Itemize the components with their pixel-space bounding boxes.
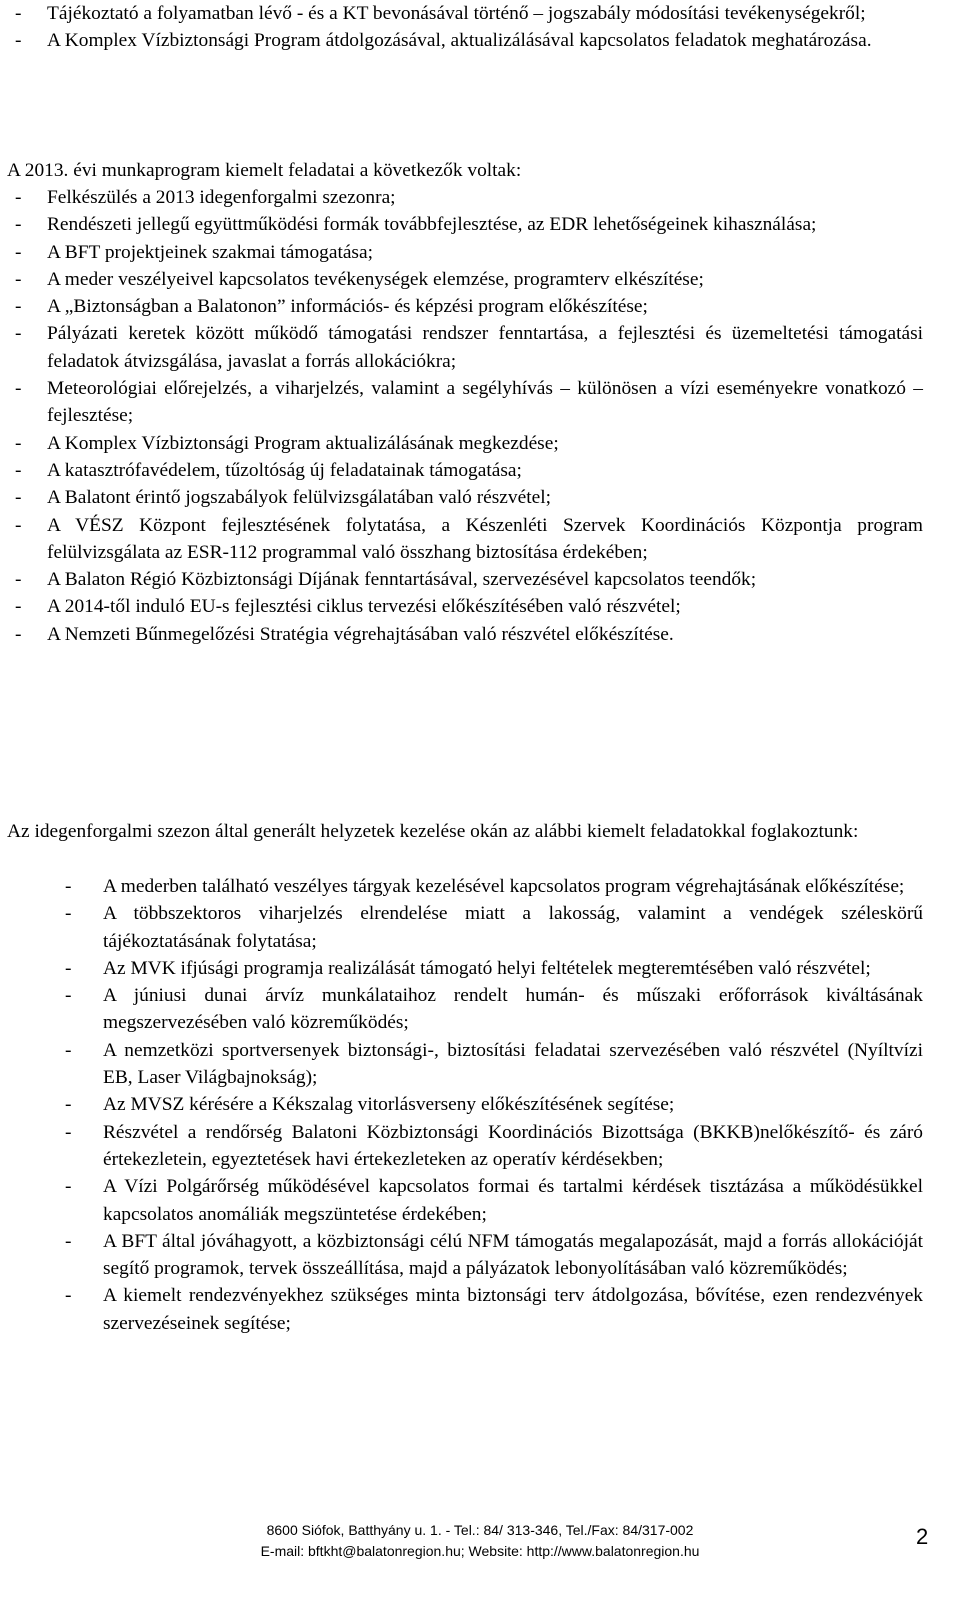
list-item: - A nemzetközi sportversenyek biztonsági-, biztosítási feladatai szervezésében való részvétel (Nyíltvízi EB, Laser Világbajnokság); xyxy=(7,1037,945,1092)
list-item: - Meteorológiai előrejelzés, a viharjelzés, valamint a segélyhívás – különösen a vízi eseményekre vonatkozó – fejlesztése; xyxy=(7,375,945,430)
list-item: - Tájékoztató a folyamatban lévő - és a KT bevonásával történő – jogszabály módosítási tevékenységekről; xyxy=(7,0,945,27)
task-list-legislation xyxy=(7,0,945,55)
list-item: - A BFT által jóváhagyott, a közbiztonsági célú NFM támogatás megalapozását, majd a forrás allokációját segítő programok, tervek összeállítása, majd a pályázatok lebonyolításában való közreműködés; xyxy=(7,1228,945,1283)
list-item: - A BFT projektjeinek szakmai támogatása; xyxy=(7,239,945,266)
list-item: - A VÉSZ Központ fejlesztésének folytatása, a Készenléti Szervek Koordinációs Központja program felülvizsgálata az ESR-112 programmal való összhang biztosítása érdekében; xyxy=(7,512,945,567)
list-item: - A többszektoros viharjelzés elrendelése miatt a lakosság, valamint a vendégek széleskörű tájékoztatásának folytatása; xyxy=(7,900,945,955)
list-item: - Részvétel a rendőrség Balatoni Közbiztonsági Koordinációs Bizottsága (BKKB)nelőkészítő- és záró értekezletein, egyeztetések havi értekezleteken az operatív kérdésekben; xyxy=(7,1119,945,1174)
list-item: - Felkészülés a 2013 idegenforgalmi szezonra; xyxy=(7,184,945,211)
list-item: - Rendészeti jellegű együttműködési formák továbbfejlesztése, az EDR lehetőségeinek kihasználása; xyxy=(7,211,945,238)
list-item: - A „Biztonságban a Balatonon” információs- és képzési program előkészítése; xyxy=(7,293,945,320)
list-item: - A meder veszélyeivel kapcsolatos tevékenységek elemzése, programterv elkészítése; xyxy=(7,266,945,293)
list-item: - A Balatont érintő jogszabályok felülvizsgálatában való részvétel; xyxy=(7,484,945,511)
season-task-list xyxy=(7,873,945,1337)
list-item: - Pályázati keretek között működő támogatási rendszer fenntartása, a fejlesztési és üzemeltetési támogatási feladatok átvizsgálása, javaslat a forrás allokációkra; xyxy=(7,320,945,375)
list-item: - A Nemzeti Bűnmegelőzési Stratégia végrehajtásában való részvétel előkészítése. xyxy=(7,621,945,648)
work-program-list xyxy=(7,184,945,648)
list-item: - A Vízi Polgárőrség működésével kapcsolatos formai és tartalmi kérdések tisztázása a működésükkel kapcsolatos anomáliák megszüntetése érdekében; xyxy=(7,1173,945,1228)
page-number: 2 xyxy=(916,1524,929,1549)
list-item: - A 2014-től induló EU-s fejlesztési ciklus tervezési előkészítésében való részvétel; xyxy=(7,593,945,620)
page-footer xyxy=(0,1520,960,1562)
list-item: - A Komplex Vízbiztonsági Program aktualizálásának megkezdése; xyxy=(7,430,945,457)
season-intro-paragraph: Az idegenforgalmi szezon által generált helyzetek kezelése okán az alábbi kiemelt feladatokkal foglakoztunk: xyxy=(7,821,859,842)
list-item: - A kiemelt rendezvényekhez szükséges minta biztonsági terv átdolgozása, bővítése, ezen rendezvények szervezéseinek segítése; xyxy=(7,1282,945,1337)
list-item: - A mederben található veszélyes tárgyak kezelésével kapcsolatos program végrehajtásának előkészítése; xyxy=(7,873,945,900)
work-program-heading: A 2013. évi munkaprogram kiemelt feladatai a következők voltak: xyxy=(7,160,522,181)
list-item: - A Balaton Régió Közbiztonsági Díjának fenntartásával, szervezésével kapcsolatos teendők; xyxy=(7,566,945,593)
list-item: - Az MVK ifjúsági programja realizálását támogató helyi feltételek megteremtésében való részvétel; xyxy=(7,955,945,982)
list-item: - A katasztrófavédelem, tűzoltóság új feladatainak támogatása; xyxy=(7,457,945,484)
list-item: - A Komplex Vízbiztonsági Program átdolgozásával, aktualizálásával kapcsolatos feladatok meghatározása. xyxy=(7,27,945,54)
footer-address: 8600 Siófok, Batthyány u. 1. - Tel.: 84/ 313-346, Tel./Fax: 84/317-002 xyxy=(266,1522,694,1538)
footer-contact: E-mail: bftkht@balatonregion.hu; Website: http://www.balatonregion.hu xyxy=(260,1543,700,1559)
list-item: - Az MVSZ kérésére a Kékszalag vitorlásverseny előkészítésének segítése; xyxy=(7,1091,945,1118)
list-item: - A júniusi dunai árvíz munkálataihoz rendelt humán- és műszaki erőforrások kiváltásának megszervezésében való közreműködés; xyxy=(7,982,945,1037)
